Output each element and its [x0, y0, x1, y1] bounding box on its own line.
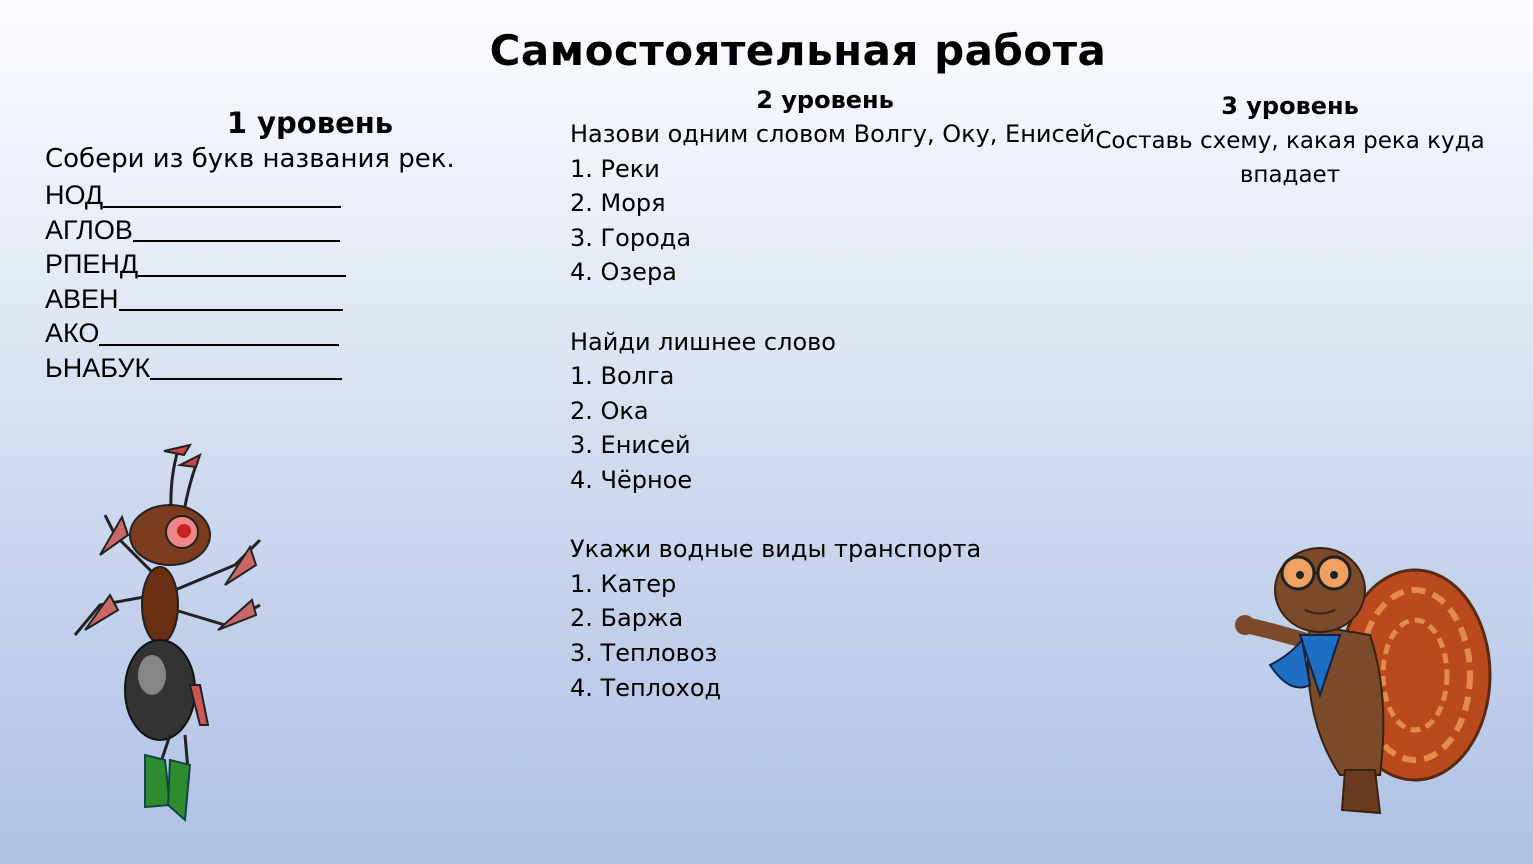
question: Найди лишнее слово: [570, 327, 836, 356]
word-row: [45, 178, 346, 213]
spacer: [570, 498, 1095, 533]
scrambled-word: АВЕН: [45, 283, 119, 314]
level-2-questions: [570, 117, 1095, 705]
answer-option[interactable]: 3. Енисей: [570, 431, 691, 460]
answer-option[interactable]: 1. Катер: [570, 569, 677, 598]
answer-option[interactable]: 2. Моря: [570, 189, 666, 218]
answer-option[interactable]: 1. Волга: [570, 362, 675, 391]
answer-line[interactable]: [150, 352, 342, 380]
answer-option[interactable]: 1. Реки: [570, 154, 660, 183]
level-3-task: Составь схему, какая река куда впадает: [1095, 128, 1485, 188]
answer-option[interactable]: 4. Чёрное: [570, 465, 693, 494]
word-row: [45, 351, 346, 386]
answer-option[interactable]: 3. Города: [570, 223, 692, 252]
answer-line[interactable]: [119, 283, 343, 311]
answer-option[interactable]: 4. Теплоход: [570, 673, 722, 702]
answer-line[interactable]: [133, 214, 340, 242]
scrambled-word: АГЛОВ: [45, 214, 133, 245]
word-row: [45, 247, 346, 282]
question: Укажи водные виды транспорта: [570, 535, 982, 564]
word-row: [45, 213, 346, 248]
scrambled-word: РПЕНД: [45, 249, 139, 279]
level-3-heading: 3 уровень: [1221, 92, 1359, 120]
spacer: [570, 290, 1095, 325]
answer-option[interactable]: 3. Тепловоз: [570, 638, 718, 667]
level-2-heading: 2 уровень: [756, 86, 894, 114]
answer-line[interactable]: [138, 249, 346, 277]
level-1-task: Собери из букв названия рек.: [45, 144, 455, 174]
page-title: Самостоятельная работа: [489, 26, 1107, 75]
level-1-heading: 1 уровень: [226, 106, 394, 140]
scrambled-word: АКО: [45, 318, 100, 348]
answer-option[interactable]: 4. Озера: [570, 258, 677, 287]
answer-line[interactable]: [103, 180, 341, 208]
scrambled-word: ЬНАБУК: [45, 352, 151, 383]
level-1-word-list: [45, 178, 346, 385]
scrambled-word: НОД: [45, 180, 104, 210]
answer-option[interactable]: 2. Баржа: [570, 604, 684, 633]
answer-line[interactable]: [99, 318, 339, 346]
question: Назови одним словом Волгу, Оку, Енисей: [570, 120, 1096, 148]
turtle-illustration: [1230, 535, 1500, 825]
word-row: [45, 316, 346, 351]
ant-illustration: [60, 435, 290, 835]
answer-option[interactable]: 2. Ока: [570, 396, 649, 425]
word-row: [45, 282, 346, 317]
